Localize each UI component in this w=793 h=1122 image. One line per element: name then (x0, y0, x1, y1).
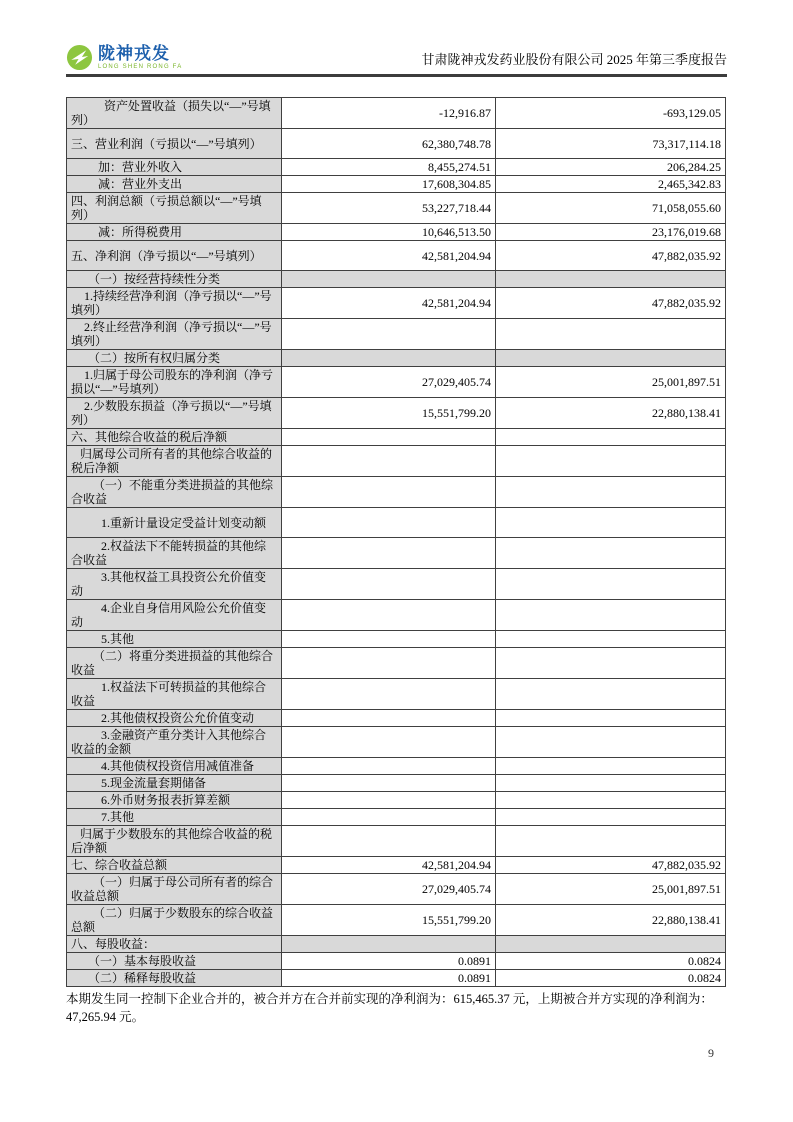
table-row (67, 953, 726, 970)
row-value-previous (496, 319, 726, 350)
row-value-previous: 0.0824 (496, 970, 726, 987)
table-row (67, 758, 726, 775)
row-value-previous: 47,882,035.92 (496, 241, 726, 271)
income-table-body (67, 98, 726, 987)
row-value-current: -12,916.87 (282, 98, 496, 129)
row-label: 归属于少数股东的其他综合收益的税后净额 (67, 826, 282, 857)
company-logo-text: 陇神戎发 (98, 44, 170, 63)
row-value-previous (496, 569, 726, 600)
row-value-previous: 23,176,019.68 (496, 224, 726, 241)
row-value-current (282, 809, 496, 826)
row-label: （一）基本每股收益 (67, 953, 282, 970)
row-label: （一）不能重分类进损益的其他综合收益 (67, 477, 282, 508)
table-row (67, 792, 726, 809)
row-value-current (282, 826, 496, 857)
table-row (67, 826, 726, 857)
row-value-previous (496, 648, 726, 679)
income-statement-table (66, 97, 726, 987)
row-label: 1.归属于母公司股东的净利润（净亏损以“—”号填列） (67, 367, 282, 398)
row-label: 3.其他权益工具投资公允价值变动 (67, 569, 282, 600)
row-label: 6.外币财务报表折算差额 (67, 792, 282, 809)
row-value-current: 27,029,405.74 (282, 367, 496, 398)
row-value-previous (496, 727, 726, 758)
table-row (67, 727, 726, 758)
table-row (67, 224, 726, 241)
report-title: 甘肃陇神戎发药业股份有限公司 2025 年第三季度报告 (421, 52, 727, 67)
row-value-current (282, 710, 496, 727)
row-value-previous: 22,880,138.41 (496, 905, 726, 936)
row-label: 5.其他 (67, 631, 282, 648)
table-row (67, 970, 726, 987)
row-value-current: 53,227,718.44 (282, 193, 496, 224)
table-row (67, 193, 726, 224)
company-logo-subtext: LONG SHEN RONG FA (98, 64, 183, 70)
row-label: 归属母公司所有者的其他综合收益的税后净额 (67, 446, 282, 477)
table-row (67, 398, 726, 429)
row-value-previous (496, 538, 726, 569)
row-label: 2.少数股东损益（净亏损以“—”号填列） (67, 398, 282, 429)
row-label: 八、每股收益： (67, 936, 282, 953)
company-logo (66, 44, 182, 71)
row-label: （二）按所有权归属分类 (67, 350, 282, 367)
table-row (67, 429, 726, 446)
table-row (67, 477, 726, 508)
row-value-previous (496, 826, 726, 857)
row-value-current (282, 600, 496, 631)
page-header (66, 44, 727, 77)
row-value-previous: 71,058,055.60 (496, 193, 726, 224)
row-value-current (282, 477, 496, 508)
row-value-current: 15,551,799.20 (282, 398, 496, 429)
row-value-previous: 2,465,342.83 (496, 176, 726, 193)
table-row (67, 159, 726, 176)
row-value-current: 42,581,204.94 (282, 241, 496, 271)
row-value-previous: 25,001,897.51 (496, 367, 726, 398)
company-logo-text-block (98, 45, 182, 70)
row-value-previous (496, 809, 726, 826)
row-value-current (282, 350, 496, 367)
table-row (67, 367, 726, 398)
table-row (67, 176, 726, 193)
row-value-previous: 73,317,114.18 (496, 129, 726, 159)
row-value-previous: 22,880,138.41 (496, 398, 726, 429)
row-value-current (282, 936, 496, 953)
row-value-previous (496, 758, 726, 775)
row-value-current (282, 631, 496, 648)
table-row (67, 446, 726, 477)
row-label: 1.权益法下可转损益的其他综合收益 (67, 679, 282, 710)
table-row (67, 319, 726, 350)
row-value-current: 17,608,304.85 (282, 176, 496, 193)
merger-footnote: 本期发生同一控制下企业合并的，被合并方在合并前实现的净利润为：615,465.37 元，上期被合并方实现的净利润为：47,265.94 元。 (66, 992, 713, 1025)
table-row (67, 679, 726, 710)
row-label: 资产处置收益（损失以“—”号填列） (67, 98, 282, 129)
row-value-previous (496, 429, 726, 446)
table-row (67, 874, 726, 905)
row-value-previous: 47,882,035.92 (496, 857, 726, 874)
row-value-current (282, 319, 496, 350)
row-label: 2.其他债权投资公允价值变动 (67, 710, 282, 727)
table-row (67, 271, 726, 288)
table-row (67, 288, 726, 319)
row-label: 七、综合收益总额 (67, 857, 282, 874)
row-value-previous (496, 936, 726, 953)
row-label: 加：营业外收入 (67, 159, 282, 176)
row-label: 4.其他债权投资信用减值准备 (67, 758, 282, 775)
row-value-current: 0.0891 (282, 970, 496, 987)
row-value-current (282, 727, 496, 758)
row-value-previous (496, 631, 726, 648)
row-value-current: 15,551,799.20 (282, 905, 496, 936)
row-value-current (282, 446, 496, 477)
company-logo-icon (66, 44, 93, 71)
row-value-current: 27,029,405.74 (282, 874, 496, 905)
row-value-current: 42,581,204.94 (282, 288, 496, 319)
row-value-previous: -693,129.05 (496, 98, 726, 129)
table-row (67, 710, 726, 727)
table-row (67, 241, 726, 271)
row-label: 减：营业外支出 (67, 176, 282, 193)
table-row (67, 775, 726, 792)
row-label: 1.重新计量设定受益计划变动额 (67, 508, 282, 538)
table-row (67, 600, 726, 631)
table-row (67, 508, 726, 538)
table-row (67, 350, 726, 367)
row-value-previous (496, 271, 726, 288)
table-row (67, 129, 726, 159)
row-value-current: 42,581,204.94 (282, 857, 496, 874)
row-value-previous (496, 446, 726, 477)
row-label: 六、其他综合收益的税后净额 (67, 429, 282, 446)
row-value-previous: 25,001,897.51 (496, 874, 726, 905)
table-row (67, 857, 726, 874)
row-value-current (282, 508, 496, 538)
row-value-previous (496, 792, 726, 809)
row-label: 三、营业利润（亏损以“—”号填列） (67, 129, 282, 159)
row-label: （二）将重分类进损益的其他综合收益 (67, 648, 282, 679)
row-label: 2.终止经营净利润（净亏损以“—”号填列） (67, 319, 282, 350)
row-value-current (282, 569, 496, 600)
row-label: 3.金融资产重分类计入其他综合收益的金额 (67, 727, 282, 758)
row-value-previous (496, 508, 726, 538)
row-value-current: 8,455,274.51 (282, 159, 496, 176)
row-label: 减：所得税费用 (67, 224, 282, 241)
row-label: 4.企业自身信用风险公允价值变动 (67, 600, 282, 631)
row-value-current (282, 271, 496, 288)
table-row (67, 631, 726, 648)
row-value-current (282, 648, 496, 679)
row-label: 四、利润总额（亏损总额以“—”号填列） (67, 193, 282, 224)
row-label: （一）按经营持续性分类 (67, 271, 282, 288)
row-value-previous (496, 477, 726, 508)
row-value-current (282, 679, 496, 710)
row-value-previous (496, 710, 726, 727)
row-value-current: 0.0891 (282, 953, 496, 970)
row-value-current: 10,646,513.50 (282, 224, 496, 241)
row-value-previous (496, 679, 726, 710)
row-value-previous: 206,284.25 (496, 159, 726, 176)
row-value-current (282, 538, 496, 569)
row-value-previous (496, 600, 726, 631)
table-row (67, 936, 726, 953)
row-label: （一）归属于母公司所有者的综合收益总额 (67, 874, 282, 905)
row-value-current (282, 775, 496, 792)
row-value-previous: 0.0824 (496, 953, 726, 970)
row-value-previous: 47,882,035.92 (496, 288, 726, 319)
table-row (67, 905, 726, 936)
table-row (67, 98, 726, 129)
row-label: 7.其他 (67, 809, 282, 826)
row-value-current: 62,380,748.78 (282, 129, 496, 159)
page-number: 9 (708, 1046, 714, 1060)
row-value-current (282, 758, 496, 775)
table-row (67, 648, 726, 679)
row-value-previous (496, 775, 726, 792)
table-row (67, 569, 726, 600)
row-label: 1.持续经营净利润（净亏损以“—”号填列） (67, 288, 282, 319)
row-value-previous (496, 350, 726, 367)
row-label: （二）稀释每股收益 (67, 970, 282, 987)
table-row (67, 538, 726, 569)
row-label: 五、净利润（净亏损以“—”号填列） (67, 241, 282, 271)
row-value-current (282, 792, 496, 809)
row-label: （二）归属于少数股东的综合收益总额 (67, 905, 282, 936)
row-value-current (282, 429, 496, 446)
row-label: 5.现金流量套期储备 (67, 775, 282, 792)
table-row (67, 809, 726, 826)
row-label: 2.权益法下不能转损益的其他综合收益 (67, 538, 282, 569)
